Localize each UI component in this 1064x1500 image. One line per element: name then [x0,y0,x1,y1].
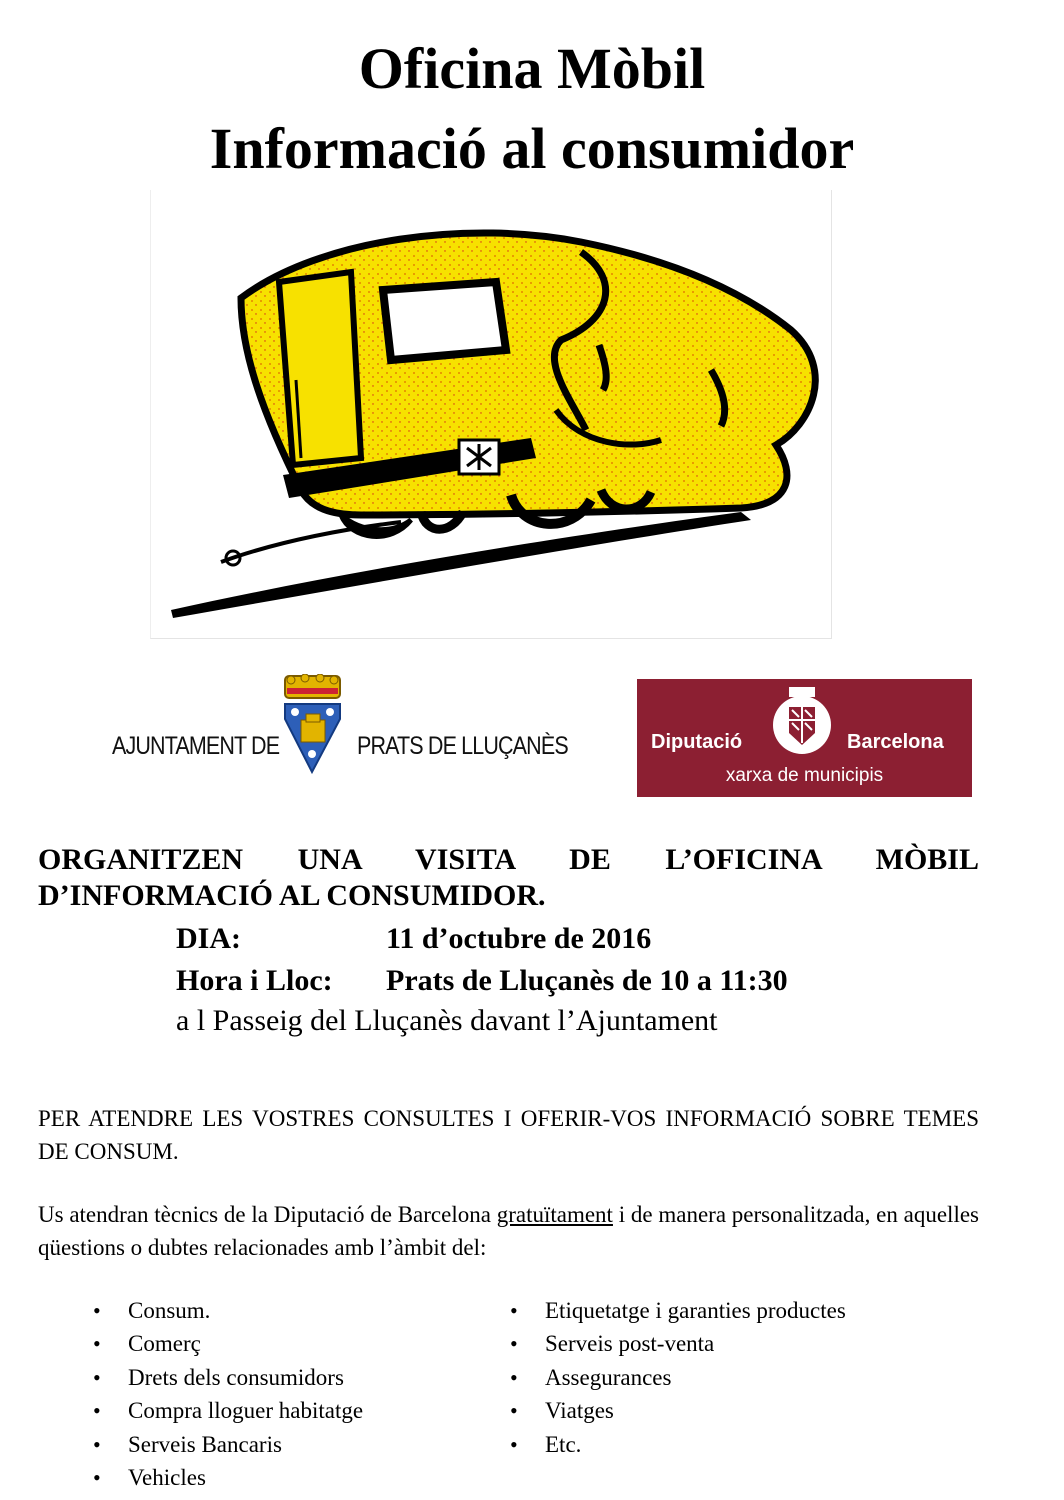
list-item: • Viatges [510,1394,846,1427]
topics-list-right [510,1294,846,1461]
intro-paragraph: PER ATENDRE LES VOSTRES CONSULTES I OFERIR-VOS INFORMACIÓ SOBRE TEMES DE CONSUM. [38,1106,979,1164]
list-item: • Drets dels consumidors [93,1361,363,1394]
place-label: Hora i Lloc: [176,964,333,997]
place-value: Prats de Lluçanès de 10 a 11:30 [386,964,788,997]
day-label: DIA: [176,922,241,955]
service-text-start: Us atendran tècnics de la Diputació de Barcelona [38,1202,497,1227]
poster-title-line-2: Informació al consumidor [209,116,855,181]
list-item: • Serveis post-venta [510,1327,846,1360]
list-item: • Etiquetatge i garanties productes [510,1294,846,1327]
list-item: • Consum. [93,1294,363,1327]
ajuntament-logo [112,672,568,797]
speed-line-1 [171,512,751,618]
diputacio-subtitle: xarxa de municipis [725,765,884,786]
ajuntament-label-right: PRATS DE LLUÇANÈS [357,732,568,760]
place-detail: a l Passeig del Lluçanès davant l’Ajuntament [176,1004,718,1037]
diputacio-emblem-icon [769,685,835,757]
visit-place [176,966,788,996]
prats-coat-of-arms-icon [275,674,350,784]
list-item: • Vehicles [93,1461,363,1494]
poster-title-line-1: Oficina Mòbil [358,36,706,101]
list-item: • Comerç [93,1327,363,1360]
day-value: 11 d’octubre de 2016 [386,922,652,955]
ajuntament-label-left: AJUNTAMENT DE [112,732,280,760]
list-item: • Compra lloguer habitatge [93,1394,363,1427]
barcelona-word: Barcelona [847,731,944,753]
service-paragraph [38,1198,979,1264]
bus-door [279,272,361,465]
list-item: • Assegurances [510,1361,846,1394]
list-item: • Etc. [510,1428,846,1461]
mobile-office-bus-illustration [150,190,832,639]
diputacio-word: Diputació [651,731,743,753]
bus-drawing [151,190,831,638]
visit-day [176,924,651,954]
service-text-end: i de manera personalitzada, en aquelles qüestions o dubtes relacionades amb l’àmbit del: [38,1202,979,1260]
topics-list-left [93,1294,363,1494]
organizer-logos [0,672,1064,802]
diputacio-logo [637,679,972,797]
free-of-charge-emphasis: gratuïtament [496,1202,613,1227]
list-item: • Serveis Bancaris [93,1428,363,1461]
announcement-heading: ORGANITZEN UNA VISITA DE L’OFICINA MÒBIL D’INFORMACIÓ AL CONSUMIDOR. [38,843,979,912]
bus-window [383,282,506,360]
